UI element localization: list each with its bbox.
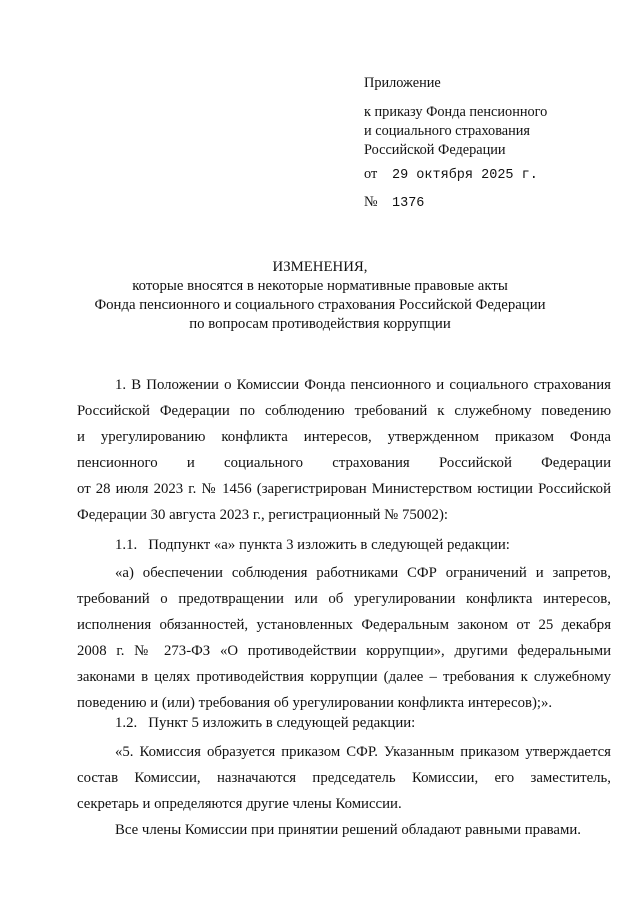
appendix-block [364, 74, 547, 160]
appendix-heading: Приложение [364, 75, 441, 91]
body-line: «а) обеспечении соблюдения работниками СФР ограничений и запретов, [115, 565, 611, 581]
document-title [0, 258, 640, 334]
body-line: Федерации 30 августа 2023 г., регистрационный № 75002): [77, 507, 448, 523]
body-line: поведению и (или) требования об урегулировании конфликта интересов);». [77, 695, 553, 711]
order-date [364, 166, 538, 183]
body-line: и урегулированию конфликта интересов, утвержденном приказом Фонда [77, 429, 611, 445]
body-line: 2008 г. № 273-ФЗ «О противодействии коррупции», другими федеральными [77, 643, 611, 659]
order-number-value: 1376 [392, 196, 425, 211]
appendix-order-line: к приказу Фонда пенсионного [364, 104, 548, 120]
body-line: требований о предотвращении или об урегулировании конфликта интересов, [77, 591, 611, 607]
body-line: Все члены Комиссии при принятии решений обладают равными правами. [115, 822, 581, 838]
body-line: «5. Комиссия образуется приказом СФР. Указанным приказом утверждается [115, 744, 611, 760]
appendix-fund-line: и социального страхования [364, 123, 530, 139]
title-heading: ИЗМЕНЕНИЯ, [272, 259, 368, 275]
appendix-country-line: Российской Федерации [364, 142, 506, 158]
order-date-label: от [364, 166, 378, 182]
body-line: пенсионного и социального страхования Российской Федерации [77, 455, 611, 471]
order-number-label: № [364, 194, 378, 210]
body-line: 1. В Положении о Комиссии Фонда пенсионного и социального страхования [115, 377, 611, 393]
body-line: состав Комиссии, назначаются председатель Комиссии, его заместитель, [77, 770, 611, 786]
order-date-value: 29 октября 2025 г. [392, 168, 538, 183]
body-line: от 28 июля 2023 г. № 1456 (зарегистрирован Министерством юстиции Российской [77, 481, 611, 497]
body-line: законами в целях противодействия коррупции (далее – требования к служебному [77, 669, 611, 685]
title-subtitle-2: Фонда пенсионного и социального страхования Российской Федерации [94, 297, 546, 313]
order-number [364, 194, 424, 211]
body-line: исполнения обязанностей, установленных Федеральным законом от 25 декабря [77, 617, 611, 633]
title-subtitle-1: которые вносятся в некоторые нормативные правовые акты [132, 278, 508, 294]
body-line: 1.1. Подпункт «а» пункта 3 изложить в следующей редакции: [115, 537, 510, 553]
body-line: секретарь и определяются другие члены Комиссии. [77, 796, 402, 812]
body-line: Российской Федерации по соблюдению требований к служебному поведению [77, 403, 611, 419]
title-subtitle-3: по вопросам противодействия коррупции [189, 316, 451, 332]
body-line: 1.2. Пункт 5 изложить в следующей редакции: [115, 715, 416, 731]
